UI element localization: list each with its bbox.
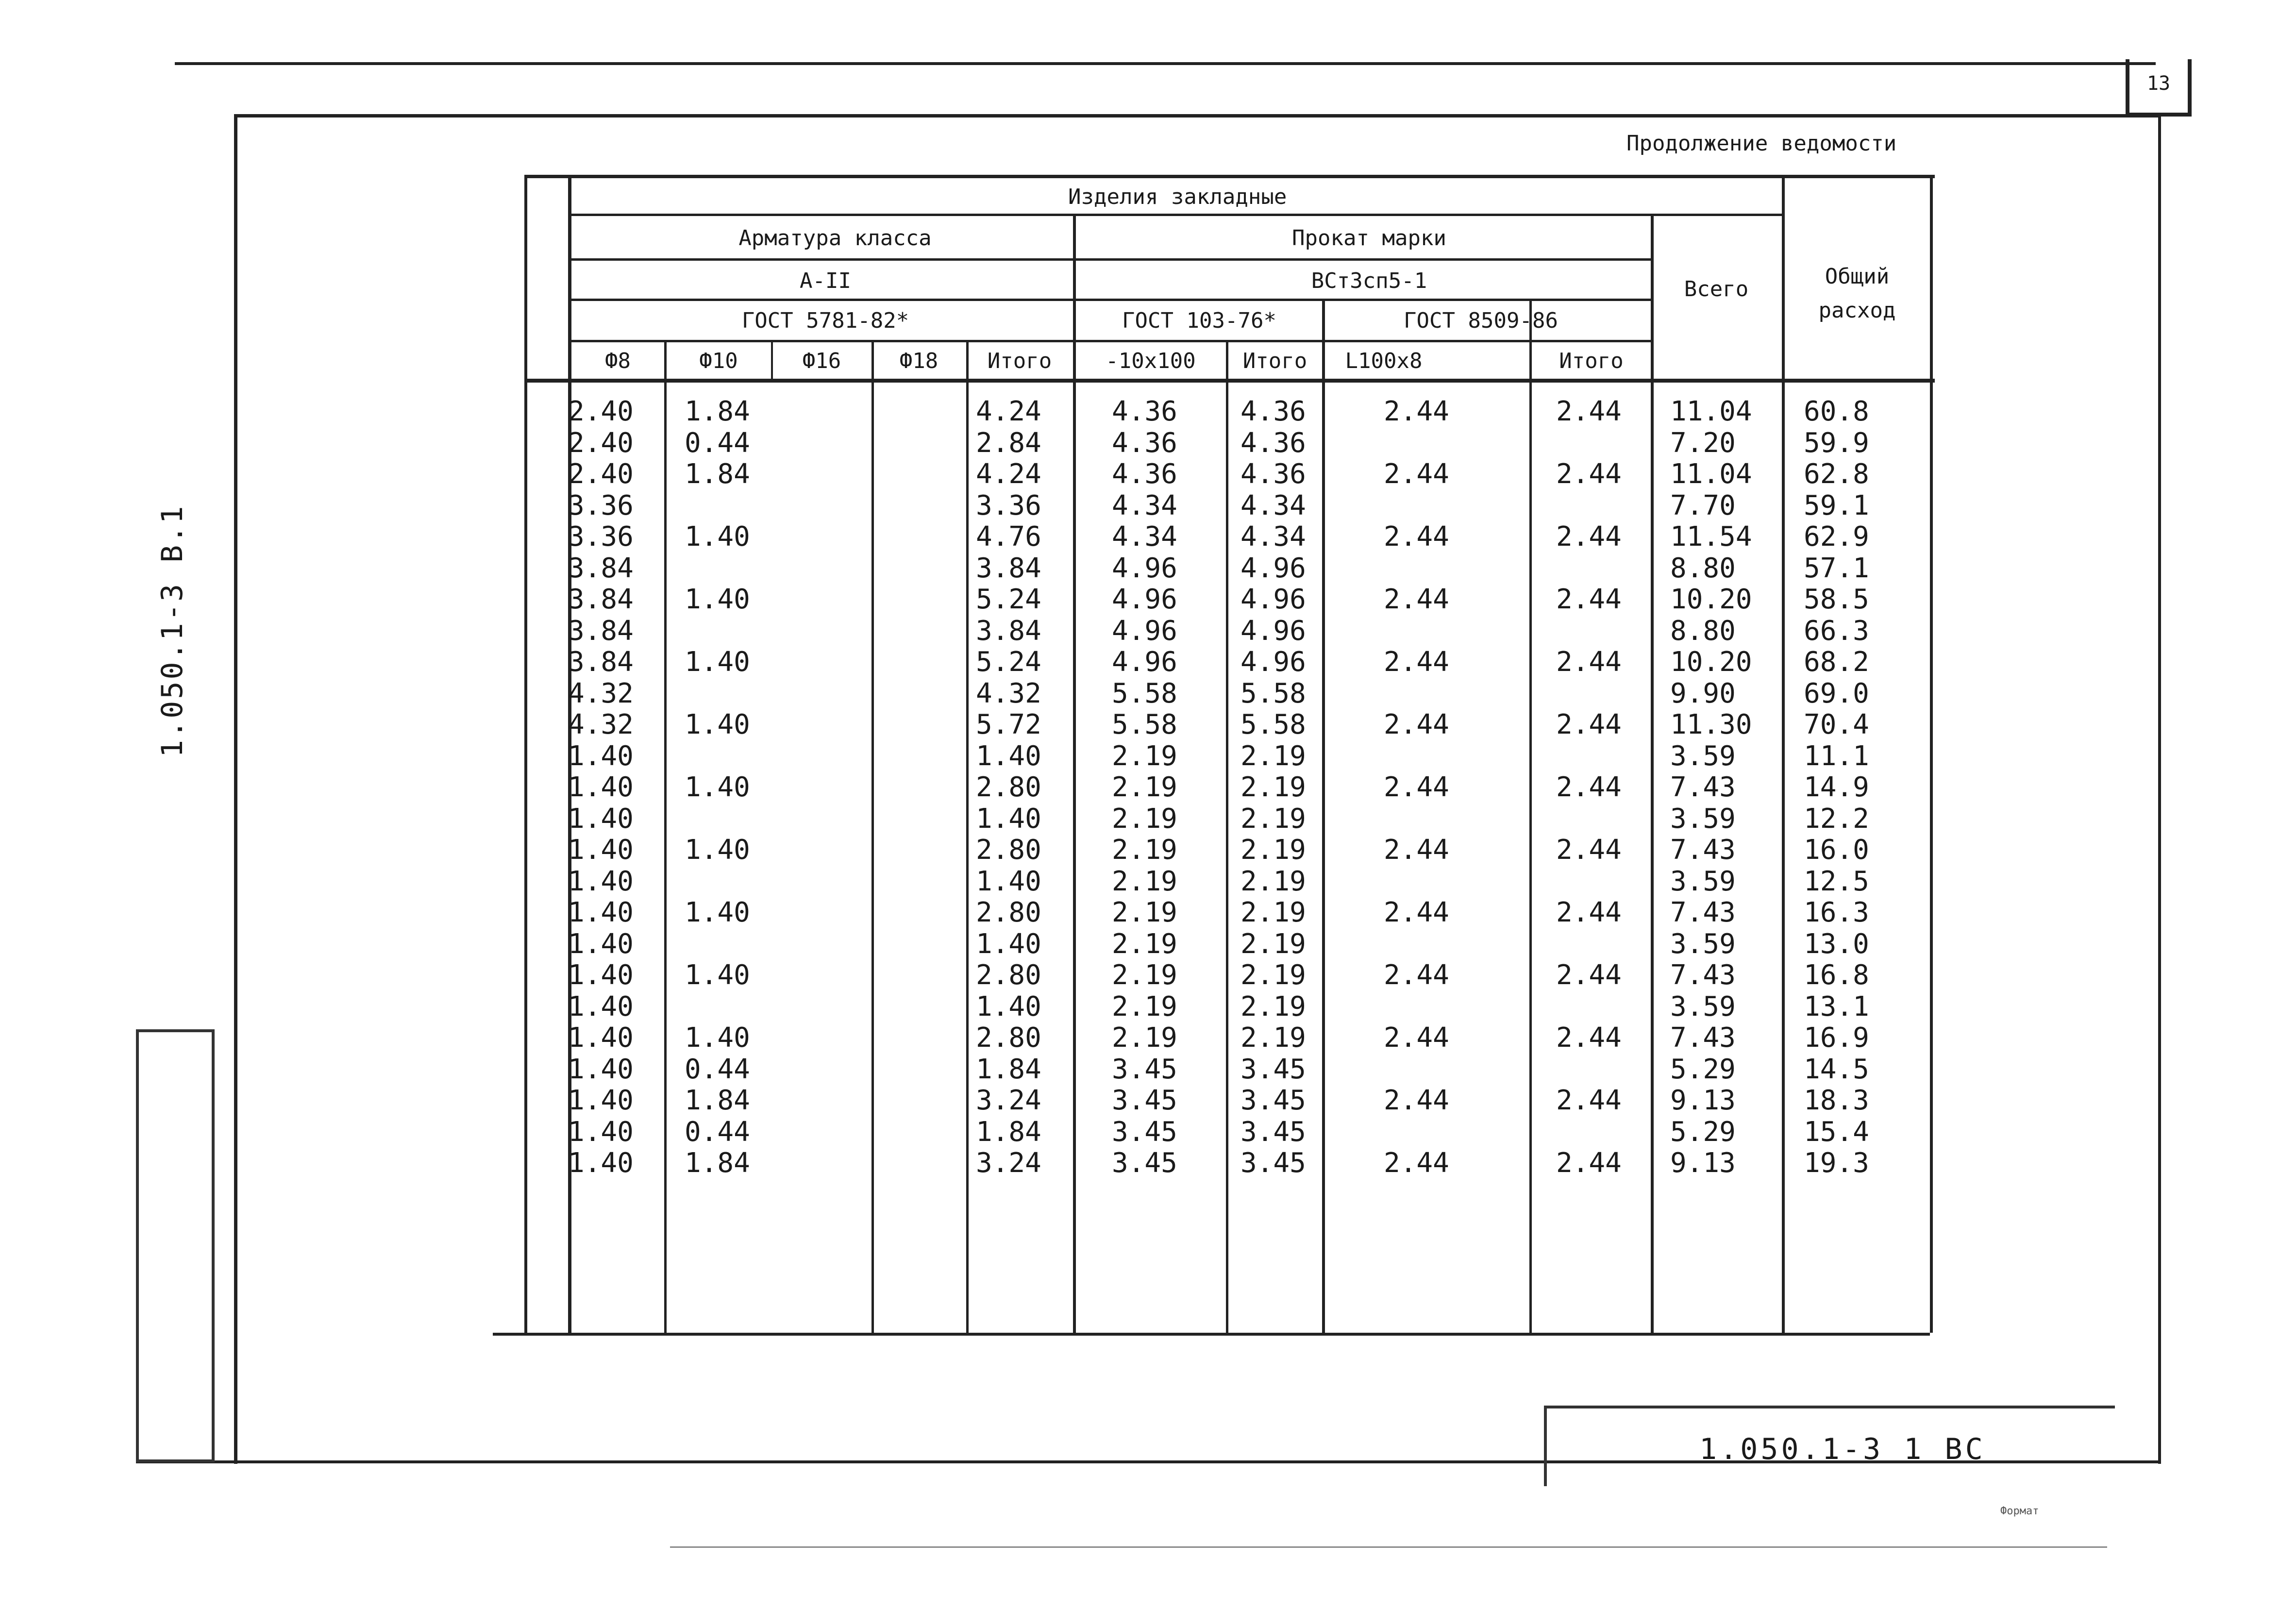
table-cell: 11.54 — [1670, 521, 1752, 553]
table-cell: 1.84 — [685, 1085, 750, 1116]
table-cell: 1.40 — [568, 959, 634, 991]
table-cell: 4.34 — [1112, 521, 1177, 553]
table-cell: 1.40 — [685, 897, 750, 928]
table-cell: 4.96 — [1240, 552, 1306, 584]
table-cell: 1.40 — [568, 1147, 634, 1179]
table-cell: 2.44 — [1556, 1147, 1622, 1179]
table-cell: 2.40 — [568, 396, 634, 427]
table-cell: 1.40 — [976, 990, 1041, 1022]
header-line-4 — [570, 340, 1653, 342]
table-cell: 2.44 — [1384, 959, 1449, 991]
table-cell: 13.0 — [1804, 928, 1869, 960]
table-cell: 3.59 — [1670, 990, 1736, 1022]
table-cell: 7.43 — [1670, 771, 1736, 803]
table-cell: 5.58 — [1240, 709, 1306, 740]
table-cell: 4.32 — [976, 677, 1041, 709]
table-cell: 0.44 — [685, 427, 750, 459]
table-cell: 13.1 — [1804, 990, 1869, 1022]
table-cell: 8.80 — [1670, 615, 1736, 647]
table-cell: 2.44 — [1384, 646, 1449, 678]
table-cell: 1.84 — [976, 1116, 1041, 1148]
table-cell: 5.58 — [1112, 677, 1177, 709]
table-cell: 1.40 — [976, 740, 1041, 772]
table-cell: 70.4 — [1804, 709, 1869, 740]
table-cell: 12.5 — [1804, 865, 1869, 897]
continuation-label: Продолжение ведомости — [1626, 131, 1897, 156]
table-cell: 0.44 — [685, 1116, 750, 1148]
table-cell: 2.19 — [1112, 771, 1177, 803]
table-cell: 2.19 — [1240, 740, 1306, 772]
table-cell: 8.80 — [1670, 552, 1736, 584]
table-cell: 9.13 — [1670, 1147, 1736, 1179]
table-cell: 2.44 — [1556, 709, 1622, 740]
table-cell: 1.40 — [568, 1116, 634, 1148]
col-line-6 — [1226, 340, 1228, 1333]
group-title: Изделия закладные — [1068, 184, 1287, 209]
table-cell: 7.43 — [1670, 897, 1736, 928]
header-line-1 — [570, 214, 1784, 216]
table-cell: 19.3 — [1804, 1147, 1869, 1179]
table-cell: 7.20 — [1670, 427, 1736, 459]
table-cell: 62.8 — [1804, 458, 1869, 490]
table-cell: 5.29 — [1670, 1116, 1736, 1148]
table-cell: 66.3 — [1804, 615, 1869, 647]
col-line-2 — [771, 340, 773, 379]
col-line-5 — [1073, 214, 1076, 1333]
table-cell: 1.40 — [568, 928, 634, 960]
table-cell: 2.44 — [1556, 1022, 1622, 1054]
table-cell: 5.24 — [976, 646, 1041, 678]
col-header: Ф8 — [605, 349, 631, 373]
table-cell: 1.40 — [685, 584, 750, 615]
footer-dashed-line — [670, 1546, 2107, 1548]
table-cell: 16.8 — [1804, 959, 1869, 991]
table-cell: 2.44 — [1556, 959, 1622, 991]
table-cell: 1.40 — [976, 928, 1041, 960]
table-cell: 3.84 — [976, 615, 1041, 647]
table-cell: 3.45 — [1112, 1147, 1177, 1179]
table-cell: 3.45 — [1240, 1085, 1306, 1116]
table-cell: 3.59 — [1670, 740, 1736, 772]
table-cell: 1.84 — [685, 458, 750, 490]
table-cell: 3.24 — [976, 1085, 1041, 1116]
header-line-2 — [570, 258, 1653, 261]
table-top-line — [524, 175, 1935, 178]
table-cell: 7.43 — [1670, 1022, 1736, 1054]
table-cell: 2.80 — [976, 1022, 1041, 1054]
table-cell: 2.19 — [1240, 865, 1306, 897]
table-cell: 3.36 — [568, 521, 634, 553]
table-cell: 2.19 — [1240, 771, 1306, 803]
table-cell: 3.84 — [568, 615, 634, 647]
table-cell: 1.40 — [685, 521, 750, 553]
table-cell: 2.44 — [1384, 834, 1449, 866]
armature-title: Арматура класса — [738, 226, 932, 251]
table-cell: 2.44 — [1556, 834, 1622, 866]
table-cell: 4.96 — [1112, 615, 1177, 647]
table-cell: 16.9 — [1804, 1022, 1869, 1054]
header-bottom-line — [524, 379, 1935, 383]
table-cell: 2.19 — [1240, 959, 1306, 991]
table-cell: 4.96 — [1240, 646, 1306, 678]
table-cell: 1.40 — [685, 646, 750, 678]
table-cell: 1.40 — [976, 865, 1041, 897]
table-cell: 11.04 — [1670, 396, 1752, 427]
table-cell: 1.40 — [976, 803, 1041, 835]
table-cell: 3.36 — [976, 489, 1041, 521]
table-cell: 10.20 — [1670, 584, 1752, 615]
table-left-line — [524, 175, 527, 1333]
table-cell: 3.45 — [1112, 1085, 1177, 1116]
table-cell: 7.70 — [1670, 489, 1736, 521]
col-header: Ф16 — [802, 349, 841, 373]
table-cell: 4.96 — [1112, 584, 1177, 615]
table-cell: 2.44 — [1556, 584, 1622, 615]
table-cell: 11.30 — [1670, 709, 1752, 740]
table-cell: 2.44 — [1384, 1085, 1449, 1116]
table-cell: 2.44 — [1384, 1022, 1449, 1054]
col-header: L100х8 — [1345, 349, 1423, 373]
table-cell: 1.40 — [568, 834, 634, 866]
top-border-line — [175, 62, 2156, 65]
col-header: Ф10 — [699, 349, 738, 373]
table-cell: 57.1 — [1804, 552, 1869, 584]
table-cell: 1.40 — [568, 1053, 634, 1085]
table-cell: 2.40 — [568, 458, 634, 490]
prokat-grade: ВСт3сп5-1 — [1311, 268, 1427, 293]
table-cell: 4.34 — [1240, 521, 1306, 553]
table-cell: 1.84 — [685, 396, 750, 427]
table-cell: 11.1 — [1804, 740, 1869, 772]
table-cell: 2.19 — [1240, 1022, 1306, 1054]
col-line-8 — [1529, 299, 1532, 1333]
table-cell: 1.40 — [568, 990, 634, 1022]
table-cell: 4.96 — [1112, 646, 1177, 678]
table-cell: 4.96 — [1240, 615, 1306, 647]
table-cell: 3.84 — [976, 552, 1041, 584]
table-cell: 2.19 — [1112, 803, 1177, 835]
stamp-code: 1.050.1-3 1 ВС — [1699, 1432, 1986, 1466]
table-cell: 2.44 — [1384, 458, 1449, 490]
table-cell: 1.40 — [568, 803, 634, 835]
table-cell: 3.45 — [1240, 1053, 1306, 1085]
table-cell: 1.40 — [568, 1022, 634, 1054]
table-cell: 3.45 — [1112, 1053, 1177, 1085]
col-line-9 — [1651, 214, 1654, 1333]
table-cell: 3.59 — [1670, 928, 1736, 960]
table-cell: 7.43 — [1670, 959, 1736, 991]
table-cell: 2.80 — [976, 897, 1041, 928]
table-cell: 1.40 — [685, 1022, 750, 1054]
table-cell: 1.84 — [685, 1147, 750, 1179]
table-cell: 3.45 — [1240, 1116, 1306, 1148]
table-cell: 2.80 — [976, 959, 1041, 991]
col-line-7 — [1322, 299, 1325, 1333]
table-cell: 2.19 — [1112, 1022, 1177, 1054]
table-cell: 2.84 — [976, 427, 1041, 459]
col-line-1 — [664, 340, 667, 1333]
table-cell: 4.36 — [1112, 427, 1177, 459]
table-cell: 2.44 — [1556, 396, 1622, 427]
table-cell: 2.19 — [1112, 928, 1177, 960]
table-cell: 5.24 — [976, 584, 1041, 615]
table-cell: 5.58 — [1240, 677, 1306, 709]
table-cell: 68.2 — [1804, 646, 1869, 678]
table-cell: 9.13 — [1670, 1085, 1736, 1116]
table-cell: 4.36 — [1240, 427, 1306, 459]
table-cell: 2.19 — [1240, 928, 1306, 960]
col-header: Итого — [1242, 349, 1307, 373]
table-cell: 3.45 — [1240, 1147, 1306, 1179]
table-cell: 2.44 — [1384, 396, 1449, 427]
table-cell: 3.59 — [1670, 803, 1736, 835]
overall-label — [1787, 260, 1927, 328]
table-cell: 2.44 — [1556, 521, 1622, 553]
prokat-gost-1: ГОСТ 103-76* — [1122, 308, 1276, 333]
table-cell: 16.0 — [1804, 834, 1869, 866]
table-cell: 3.84 — [568, 552, 634, 584]
table-cell: 5.72 — [976, 709, 1041, 740]
table-cell: 2.44 — [1556, 771, 1622, 803]
frame-top-line — [235, 114, 2158, 117]
table-cell: 12.2 — [1804, 803, 1869, 835]
table-cell: 2.44 — [1384, 897, 1449, 928]
table-cell: 3.84 — [568, 584, 634, 615]
table-cell: 59.9 — [1804, 427, 1869, 459]
col-line-4 — [966, 340, 969, 1333]
col-header: Ф18 — [899, 349, 939, 373]
table-cell: 2.44 — [1384, 584, 1449, 615]
table-cell: 1.40 — [568, 740, 634, 772]
armature-class: А-II — [800, 268, 851, 293]
table-cell: 1.40 — [685, 959, 750, 991]
table-cell: 60.8 — [1804, 396, 1869, 427]
table-cell: 4.96 — [1112, 552, 1177, 584]
table-cell: 2.44 — [1384, 709, 1449, 740]
table-cell: 9.90 — [1670, 677, 1736, 709]
table-cell: 4.36 — [1112, 396, 1177, 427]
table-cell: 2.80 — [976, 771, 1041, 803]
table-cell: 14.9 — [1804, 771, 1869, 803]
page-number: 13 — [2126, 59, 2192, 117]
table-cell: 2.19 — [1112, 990, 1177, 1022]
table-cell: 3.45 — [1112, 1116, 1177, 1148]
table-cell: 2.19 — [1112, 740, 1177, 772]
table-cell: 3.36 — [568, 489, 634, 521]
table-cell: 3.84 — [568, 646, 634, 678]
table-cell: 59.1 — [1804, 489, 1869, 521]
col-line-10 — [1782, 175, 1785, 1333]
table-cell: 4.24 — [976, 458, 1041, 490]
armature-gost: ГОСТ 5781-82* — [741, 308, 909, 333]
table-cell: 14.5 — [1804, 1053, 1869, 1085]
side-document-code: 1.050.1-3 В.1 — [155, 504, 189, 757]
table-cell: 62.9 — [1804, 521, 1869, 553]
table-cell: 2.44 — [1384, 771, 1449, 803]
table-cell: 2.44 — [1384, 521, 1449, 553]
prokat-title: Прокат марки — [1292, 226, 1446, 251]
frame-right-line — [2158, 114, 2161, 1464]
table-cell: 1.40 — [568, 1085, 634, 1116]
table-bottom-line — [493, 1333, 1930, 1336]
col-header: Итого — [1559, 349, 1624, 373]
table-cell: 4.76 — [976, 521, 1041, 553]
table-cell: 4.34 — [1240, 489, 1306, 521]
table-cell: 0.44 — [685, 1053, 750, 1085]
table-cell: 69.0 — [1804, 677, 1869, 709]
table-cell: 1.84 — [976, 1053, 1041, 1085]
table-cell: 1.40 — [568, 897, 634, 928]
table-cell: 2.19 — [1112, 865, 1177, 897]
table-cell: 2.19 — [1240, 834, 1306, 866]
table-cell: 7.43 — [1670, 834, 1736, 866]
table-cell: 4.96 — [1240, 584, 1306, 615]
format-label: Формат — [2000, 1505, 2039, 1517]
table-cell: 2.40 — [568, 427, 634, 459]
table-cell: 58.5 — [1804, 584, 1869, 615]
table-cell: 4.36 — [1240, 396, 1306, 427]
table-cell: 2.19 — [1112, 897, 1177, 928]
header-line-3 — [570, 299, 1653, 301]
table-cell: 1.40 — [568, 865, 634, 897]
table-cell: 2.80 — [976, 834, 1041, 866]
table-cell: 4.34 — [1112, 489, 1177, 521]
table-cell: 2.44 — [1556, 646, 1622, 678]
table-cell: 16.3 — [1804, 897, 1869, 928]
col-line-3 — [871, 340, 874, 1333]
table-right-line — [1930, 175, 1933, 1333]
table-cell: 3.24 — [976, 1147, 1041, 1179]
table-cell: 4.32 — [568, 709, 634, 740]
table-cell: 5.58 — [1112, 709, 1177, 740]
prokat-gost-2: ГОСТ 8509-86 — [1404, 308, 1558, 333]
table-cell: 15.4 — [1804, 1116, 1869, 1148]
total-label: Всего — [1684, 277, 1749, 302]
table-cell: 1.40 — [568, 771, 634, 803]
table-cell: 5.29 — [1670, 1053, 1736, 1085]
table-cell: 11.04 — [1670, 458, 1752, 490]
frame-left-line — [234, 114, 237, 1464]
table-cell: 1.40 — [685, 834, 750, 866]
title-block-strip — [136, 1029, 215, 1462]
overall-label-text: Общий расход — [1818, 264, 1896, 323]
table-cell: 2.44 — [1556, 458, 1622, 490]
table-cell: 2.19 — [1240, 897, 1306, 928]
table-cell: 2.19 — [1112, 959, 1177, 991]
table-cell: 18.3 — [1804, 1085, 1869, 1116]
table-cell: 1.40 — [685, 771, 750, 803]
table-cell: 1.40 — [685, 709, 750, 740]
table-cell: 2.19 — [1240, 990, 1306, 1022]
table-cell: 2.44 — [1556, 897, 1622, 928]
table-cell: 10.20 — [1670, 646, 1752, 678]
table-cell: 4.24 — [976, 396, 1041, 427]
table-cell: 4.36 — [1112, 458, 1177, 490]
table-cell: 3.59 — [1670, 865, 1736, 897]
table-cell: 2.19 — [1112, 834, 1177, 866]
table-cell: 4.32 — [568, 677, 634, 709]
col-header: -10х100 — [1106, 349, 1196, 373]
table-cell: 2.44 — [1556, 1085, 1622, 1116]
table-cell: 4.36 — [1240, 458, 1306, 490]
table-cell: 2.19 — [1240, 803, 1306, 835]
table-cell: 2.44 — [1384, 1147, 1449, 1179]
col-header: Итого — [987, 349, 1052, 373]
